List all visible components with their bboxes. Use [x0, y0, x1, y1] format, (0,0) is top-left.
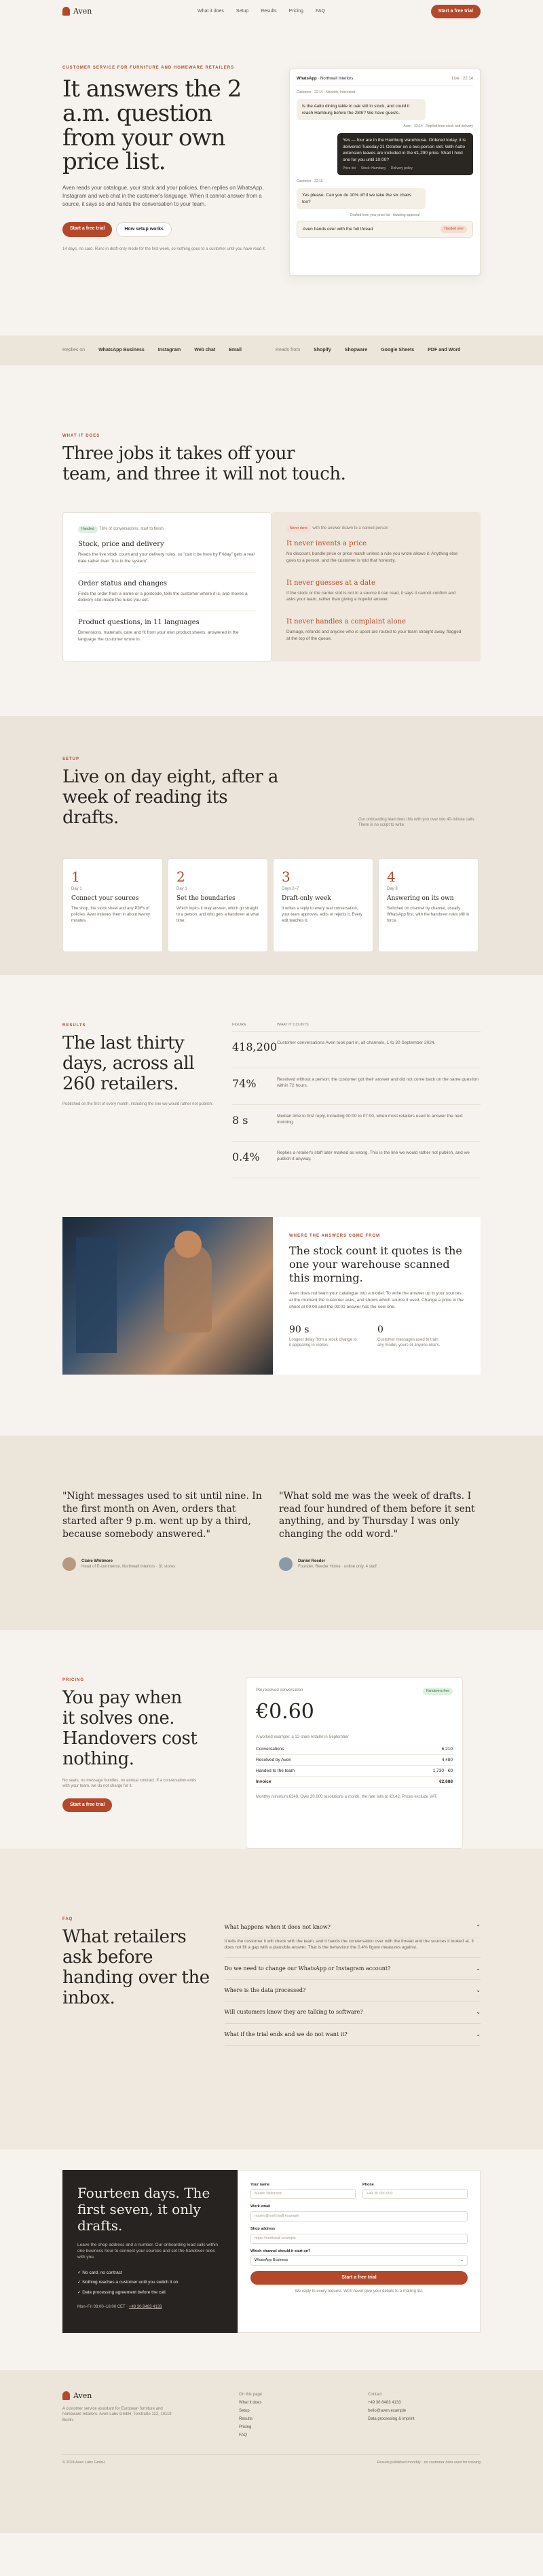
source-delivery[interactable]: Delivery policy: [390, 166, 413, 170]
avatar: [62, 1557, 76, 1571]
chevron-down-icon: ⌄: [476, 1965, 481, 1972]
testimonial: "Night messages used to sit until nine. In the first month on Aven, orders that started after 9 p.m. went up by a third, because somebody answered." Claire Whitmore Head of E-commerce, Northwall Interiors · 31 stores: [62, 1490, 264, 1576]
hero-section: [0, 23, 543, 335]
trial-info: Fourteen days. The first seven, it only drafts. Leave the shop address and a number. Our onboarding lead calls within one business hour to connect your sources and set the handover rules with you. ✓ No card, no contract ✓ Nothing reaches a customer until you switch it on ✓ Data processing agreement before the call Mon–Fri 08:00–18:00 CET · +49 30 8483 4133: [62, 2170, 238, 2333]
shop-input[interactable]: https://northwall.example: [250, 2234, 468, 2244]
phone-link[interactable]: +49 30 8483 4133: [128, 2304, 162, 2309]
footer-link[interactable]: Pricing: [239, 2425, 252, 2429]
hero-trial-button[interactable]: Start a free trial: [62, 222, 112, 237]
setup-step: 3 Days 2–7 Draft-only week It writes a reply to every real conversation, your team approves, edits or rejects it. Every edit teaches it.: [273, 858, 373, 952]
faq-answer: It tells the customer it will check with the team, and it hands the conversation over with the thread and the sources it looked at. It does not fill a gap with a plausible answer. That is the behaviour the 0.4% figure measures against.: [225, 1938, 481, 1958]
chevron-down-icon: ⌄: [476, 1987, 481, 1994]
setup-step: 4 Day 8 Answering on its own Switched on channel by channel, usually WhatsApp first, with the handover rules still in force.: [378, 858, 479, 952]
stat-row: 8 s Median time to first reply, including 00:00 to 07:00, when most retailers used to answer the next morning.: [232, 1105, 481, 1142]
pricing-section: PRICING You pay when it solves one. Handovers cost nothing. No seats, no message bundles, no annual contract. If a conversation ends with your team, we do not charge for it. Start a free trial Per resolved conversation Handovers free €0.60 A worked example: a 12-store retailer in September Conversations 6,210 Resolved by Aven 4,480 Handed to the team 1,730 · €0 Invoice €2,688 Monthly minimum €149. Over 20,000 resolutions a month, the rate falls to €0.42. Prices exclude VAT.: [0, 1630, 543, 1849]
warehouse-title: The stock count it quotes is the one your warehouse scanned this morning.: [289, 1244, 462, 1285]
nav-trial-button[interactable]: Start a free trial: [431, 5, 481, 18]
nav-link-results[interactable]: Results: [261, 9, 277, 14]
setup-section: SETUP Live on day eight, after a week of reading its drafts. Our onboarding lead does this with you over two 40-minute calls. There is no script to write. 1 Day 1 Connect your sources The shop, the stock sheet and any PDFs of policies. Aven indexes them in about twenty minutes. 2 Day 1 Set the boundaries Which topics it may answer, which go straight to a person, and who gets a handover at what time. 3 Days 2–7 Draft-only week It writes a reply to every real conversation, your team approves, edits or rejects it. Every edit teaches it. 4 Day 8 Answering on its own Switched on channel by channel, usually WhatsApp first, with the handover rules still in force.: [0, 716, 543, 975]
trial-section: [62, 2170, 481, 2333]
check-icon: ✓: [77, 2289, 81, 2295]
logo-icon: [62, 7, 70, 16]
chevron-down-icon: ⌄: [476, 2031, 481, 2037]
source-sheets: Google Sheets: [381, 348, 415, 353]
pricing-title: You pay when it solves one. Handovers cost nothing.: [62, 1688, 198, 1769]
brand-logo[interactable]: Aven: [62, 6, 92, 16]
channel-whatsapp: WhatsApp Business: [98, 348, 145, 353]
top-nav: [0, 0, 543, 23]
chevron-up-icon: ⌃: [476, 1923, 481, 1930]
avatar: [279, 1557, 293, 1571]
phone-input[interactable]: +49 30 000 000: [362, 2189, 468, 2199]
faq-section: FAQ What retailers ask before handing over the inbox. What happens when it does not know? ⌃ It tells the customer it will check with the team, and it hands the conversation over with the thread and the sources it looked at. It does not fill a gap with a plausible answer. That is the behaviour the 0.4% figure measures against. Do we need to change our WhatsApp or Instagram account? ⌄ Where is the data processed? ⌄ Will customers know they are talking to software? ⌄ What if the trial ends and we do not want it? ⌄: [0, 1849, 543, 2149]
nav-link-setup[interactable]: Setup: [236, 9, 249, 14]
testimonial: "What sold me was the week of drafts. I read four hundred of them before it sent anything, and by Thursday I was only changing the odd word." Daniel Reeder Founder, Reeder Home · online only, 4 staff: [279, 1490, 481, 1576]
footer-link[interactable]: Results: [239, 2416, 253, 2421]
source-shopware: Shopware: [344, 348, 368, 353]
trial-title: Fourteen days. The first seven, it only drafts.: [77, 2184, 210, 2234]
chat-preview: WhatsApp · Northwall Interiors Live · 22:14 Customer · 22:14 · Norwich, Interested Is the Aalto dining table in oak still in stock, and could it reach Hamburg before the 28th? We have guests. Aven · 22:14 · Replied from stock and delivery Yes — four are in the Hamburg warehouse. Ordered today, it is delivered Tuesday 21 October on a two-person slot. With Aalto extension leaves are included in the €1,290 price. Shall I hold one for you until 10:00? Price list Stock: Hamburg Delivery policy Customer · 22:16 Yes please. Can you do 10% off if we take the six chairs too? Drafted from your price list · Awaiting approval Aven hands over with the full thread Handed over: [289, 69, 481, 276]
chevron-down-icon: ⌄: [476, 2009, 481, 2016]
footer-imprint[interactable]: Data processing & imprint: [368, 2416, 415, 2421]
stat-row: 0.4% Replies a retailer's staff later marked as wrong. This is the line we would rather not publish, and we publish it anyway.: [232, 1142, 481, 1178]
hero-eyebrow: CUSTOMER SERVICE FOR FURNITURE AND HOMEWARE RETAILERS: [62, 66, 235, 70]
chevron-down-icon: ⌄: [460, 2258, 464, 2263]
faq-question[interactable]: Will customers know they are talking to software? ⌄: [225, 2001, 481, 2023]
handoff-banner: Aven hands over with the full thread Handed over: [297, 221, 473, 238]
channel-webchat: Web chat: [194, 348, 216, 353]
price-value: €0.60: [256, 1699, 314, 1724]
source-shopify: Shopify: [314, 348, 331, 353]
customer-message: Is the Aalto dining table in oak still in stock, and could it reach Hamburg before the 28th? We have guests.: [297, 99, 426, 120]
jobs-title: Three jobs it takes off your team, and three it will not touch.: [62, 443, 346, 485]
channel-email: Email: [229, 348, 242, 353]
source-stock[interactable]: Stock: Hamburg: [360, 166, 386, 170]
hero-body: Aven reads your catalogue, your stock and your policies, then replies on WhatsApp, Instagram and web chat in the customer's language. When it cannot answer from a source, it says so and hands the conversation to your team.: [62, 185, 264, 208]
results-title: The last thirty days, across all 260 retailers.: [62, 1033, 194, 1094]
check-icon: ✓: [77, 2270, 81, 2275]
setup-title: Live on day eight, after a week of reading its drafts.: [62, 767, 278, 828]
logo-icon: [62, 2391, 70, 2400]
hero-title: It answers the 2 a.m. question from your own price list.: [62, 75, 242, 176]
price-card: Per resolved conversation Handovers free €0.60 A worked example: a 12-store retailer in September Conversations 6,210 Resolved by Aven 4,480 Handed to the team 1,730 · €0 Invoice €2,688 Monthly minimum €149. Over 20,000 resolutions a month, the rate falls to €0.42. Prices exclude VAT.: [246, 1677, 463, 1849]
setup-step: 2 Day 1 Set the boundaries Which topics it may answer, which go straight to a person, and who gets a handover at what time.: [168, 858, 268, 952]
warehouse-section: WHERE THE ANSWERS COME FROM The stock count it quotes is the one your warehouse scanned this morning. Aven does not learn your catalogue into a model. To write the answer up in your sources at the moment the customer asks, and shows which source it used. Change a price in the sheet at 09:00 and the 09:01 answer has the new one. 90 s Longest delay from a stock change to it appearing in replies. 0 Customer messages used to train any model, yours or anyone else's.: [62, 1217, 481, 1375]
setup-step: 1 Day 1 Connect your sources The shop, the stock sheet and any PDFs of policies. Aven indexes them in about twenty minutes.: [62, 858, 163, 952]
footer-link[interactable]: What it does: [239, 2400, 262, 2405]
faq-question[interactable]: Where is the data processed? ⌄: [225, 1980, 481, 2001]
faq-question[interactable]: What if the trial ends and we do not want it? ⌄: [225, 2024, 481, 2046]
customer-message-2: Yes please. Can you do 10% off if we take the six chairs too?: [297, 188, 426, 209]
faq-question[interactable]: What happens when it does not know? ⌃: [225, 1917, 481, 1938]
hero-note: 14 days, no card. Runs in draft-only mode for the first week, so nothing goes to a customer until you have read it.: [62, 247, 266, 251]
stat-row: 74% Resolved without a person: the customer got their answer and did not come back on the same question within 72 hours.: [232, 1068, 481, 1105]
jobs-section: WHAT IT DOES Three jobs it takes off your team, and three it will not touch. Handled 78% of conversations, start to finish Stock, price and delivery Reads the live stock count and your delivery rules, so "can it be here by Friday" gets a real date rather than "it is in the system". Order status and changes Finds the order from a name or a postcode, tells the customer where it is, and moves a delivery slot inside the rules you set. Product questions, in 11 languages Dimensions, materials, care and fit from your own product sheets, answered in the language the customer wrote in. Never done with the answer drawn to a named person It never invents a price No discount, bundle price or price match unless a rule you wrote allows it. Anything else goes to a person, and the customer is told that honestly. It never guesses at a date If the stock or the carrier slot is not in a source it can read, it says it cannot confirm and asks your team, rather than giving a hopeful answer. It never handles a complaint alone Damage, refunds and anyone who is upset are routed to your team straight away, flagged at the top of the queue.: [0, 365, 543, 661]
nav-links: [198, 8, 325, 15]
source-price-list[interactable]: Price list: [343, 166, 356, 170]
nav-link-faq[interactable]: FAQ: [315, 9, 325, 14]
results-section: RESULTS The last thirty days, across all 260 retailers. Published on the first of every month, including the line we would rather not publish. FIGURE WHAT IT COUNTS 418,200 Customer conversations Aven took part in, all channels, 1 to 30 September 2024. 74% Resolved without a person: the customer got their answer and did not come back on the same question within 72 hours. 8 s Median time to first reply, including 00:00 to 07:00, when most retailers used to answer the next morning. 0.4% Replies a retailer's staff later marked as wrong. This is the line we would rather not publish, and we publish it anyway.: [0, 975, 543, 1217]
faq-question[interactable]: Do we need to change our WhatsApp or Instagram account? ⌄: [225, 1958, 481, 1980]
integrations-strip: Replies on WhatsApp Business Instagram Web chat Email Reads from Shopify Shopware Google Sheets PDF and Word: [0, 335, 543, 365]
stat-row: 418,200 Customer conversations Aven took part in, all channels, 1 to 30 September 2024.: [232, 1032, 481, 1068]
footer-link[interactable]: FAQ: [239, 2433, 248, 2437]
nav-link-what[interactable]: What it does: [197, 9, 224, 14]
footer: Aven A customer service assistant for European furniture and homeware retailers. Aven Labs GmbH, Torstraße 112, 10119 Berlin. On this page What it does Setup Results Pricing FAQ Contact +49 30 8483 4133 hello@aven.example Data processing & imprint © 2024 Aven Labs GmbH Results published monthly · no customer data used for training: [0, 2370, 543, 2533]
email-input[interactable]: maren@northwall.example: [250, 2211, 468, 2221]
aven-reply: Yes — four are in the Hamburg warehouse. Ordered today, it is delivered Tuesday 21 October on a two-person slot. With Aalto extension leaves are included in the €1,290 price. Shall I hold one for you until 10:00? Price list Stock: Hamburg Delivery policy: [337, 133, 473, 175]
hero-setup-button[interactable]: How setup works: [116, 222, 172, 237]
source-pdf: PDF and Word: [428, 348, 461, 353]
check-icon: ✓: [77, 2280, 81, 2285]
testimonials-section: [0, 1436, 543, 1630]
footer-email[interactable]: hello@aven.example: [368, 2408, 407, 2413]
faq-title: What retailers ask before handing over the inbox.: [62, 1927, 210, 2008]
chat-header: WhatsApp · Northwall Interiors Live · 22:14: [297, 76, 473, 86]
footer-link[interactable]: Setup: [239, 2408, 250, 2413]
channel-instagram: Instagram: [157, 348, 181, 353]
name-input[interactable]: Maren Wilkinson: [250, 2189, 356, 2199]
nav-link-pricing[interactable]: Pricing: [288, 9, 303, 14]
handoff-button[interactable]: Handed over: [441, 225, 467, 233]
warehouse-photo: [62, 1217, 273, 1375]
handled-column: Handled 78% of conversations, start to finish Stock, price and delivery Reads the live stock count and your delivery rules, so "can it be here by Friday" gets a real date rather than "it is in the system". Order status and changes Finds the order from a name or a postcode, tells the customer where it is, and moves a delivery slot inside the rules you set. Product questions, in 11 languages Dimensions, materials, care and fit from your own product sheets, answered in the language the customer wrote in.: [62, 512, 272, 661]
footer-phone[interactable]: +49 30 8483 4133: [368, 2400, 401, 2405]
channel-select[interactable]: WhatsApp Business ⌄: [250, 2255, 468, 2266]
nevers-column: Never done with the answer drawn to a named person It never invents a price No discount, bundle price or price match unless a rule you wrote allows it. Anything else goes to a person, and the customer is told that honestly. It never guesses at a date If the stock or the carrier slot is not in a source it can read, it says it cannot confirm and asks your team, rather than giving a hopeful answer. It never handles a complaint alone Damage, refunds and anyone who is upset are routed to your team straight away, flagged at the top of the queue.: [272, 512, 481, 661]
footer-logo[interactable]: Aven: [62, 2391, 239, 2401]
submit-button[interactable]: Start a free trial: [250, 2271, 468, 2285]
pricing-trial-button[interactable]: Start a free trial: [62, 1798, 112, 1812]
trial-form: Your name Maren Wilkinson Phone +49 30 000 000 Work email maren@northwall.example Shop address https://northwall.example Which channel should it start on? WhatsApp Business ⌄ Start a free trial We reply to every request. We'll never give your details to a mailing list.: [238, 2170, 481, 2333]
